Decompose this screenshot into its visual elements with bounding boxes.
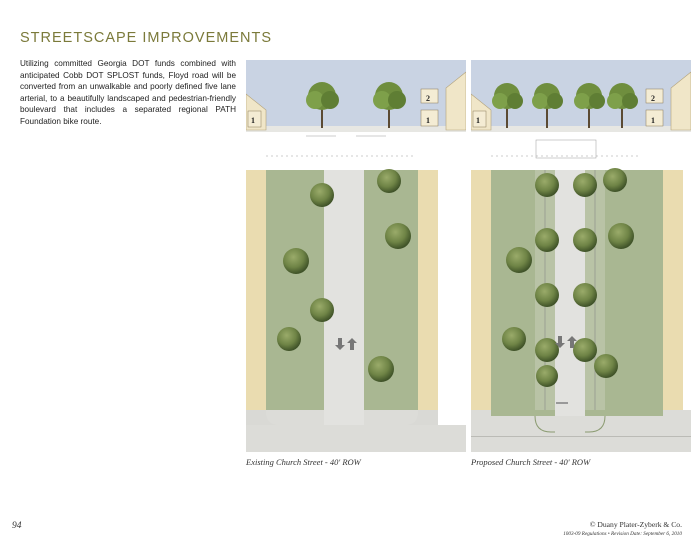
plan-tree (603, 168, 627, 192)
sidewalk-right (663, 170, 683, 410)
plan-tree (277, 327, 301, 351)
proposed-street-illustration (471, 60, 691, 452)
intro-paragraph: Utilizing committed Georgia DOT funds combined with anticipated Cobb DOT SPLOST funds, Floyd road will be converted from an unwalkable and poorly defined five lane arterial, to a beautifully landscaped and pedestrian-friendly boulevard that includes a separated regional PATH Foundation bike route. (20, 59, 236, 126)
plan-tree (594, 354, 618, 378)
revision-line: 1003-09 Regulations • Revision Date: September 6, 2010 (563, 531, 682, 537)
cross-street (246, 425, 466, 452)
building-right-bottom-label: 1 (651, 116, 655, 125)
building-right-top-label: 2 (651, 94, 655, 103)
dimension-marks (491, 140, 641, 158)
lawn-left (266, 170, 324, 410)
footer-credit (563, 520, 682, 537)
plan-tree (573, 283, 597, 307)
page-number: 94 (12, 521, 22, 531)
page-title: STREETSCAPE IMPROVEMENTS (20, 30, 273, 46)
plan-tree (377, 169, 401, 193)
existing-street-illustration (246, 60, 466, 452)
plan-tree (506, 247, 532, 273)
building-left-label: 1 (251, 116, 255, 125)
plan-tree (310, 298, 334, 322)
plan-tree (535, 173, 559, 197)
proposed-street-panel (471, 60, 691, 452)
roadway (555, 170, 585, 452)
plan-tree (573, 228, 597, 252)
building-right-bottom-label: 1 (426, 116, 430, 125)
sidewalk-left (471, 170, 491, 410)
plan-tree (283, 248, 309, 274)
plan-tree (502, 327, 526, 351)
plan-tree (535, 338, 559, 362)
plan-tree (310, 183, 334, 207)
plan-tree (573, 173, 597, 197)
cross-street (471, 410, 691, 452)
plan-tree (536, 365, 558, 387)
dimension-marks (266, 136, 416, 156)
existing-caption: Existing Church Street - 40' ROW (246, 457, 361, 467)
plan-tree (535, 228, 559, 252)
plan-tree (385, 223, 411, 249)
sidewalk-left (246, 170, 266, 410)
plan-tree (573, 338, 597, 362)
sidewalk-right (418, 170, 438, 410)
proposed-caption: Proposed Church Street - 40' ROW (471, 457, 591, 467)
building-left-label: 1 (476, 116, 480, 125)
building-right-top-label: 2 (426, 94, 430, 103)
existing-street-panel (246, 60, 466, 452)
lawn-left (491, 170, 535, 410)
plan-tree (608, 223, 634, 249)
plan-tree (535, 283, 559, 307)
credit-line: © Duany Plater-Zyberk & Co. (589, 520, 682, 529)
plan-tree (368, 356, 394, 382)
